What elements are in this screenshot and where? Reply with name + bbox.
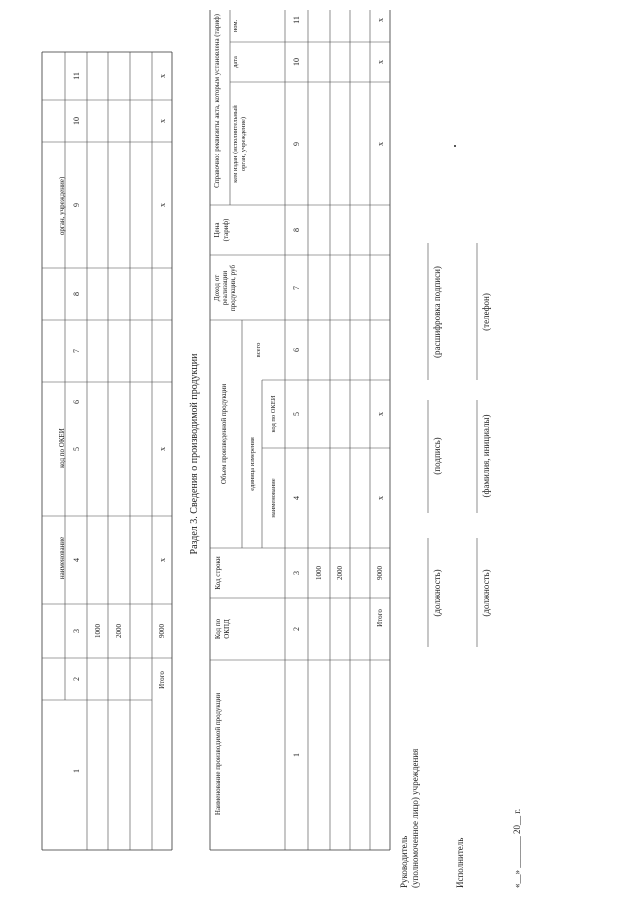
date-line: «__» _______ 20__ г. (512, 808, 522, 888)
bottom-hdr-row: Код строки (214, 556, 222, 590)
head-signature-caption: (подпись) (432, 437, 442, 475)
bottom-col-4: 4 (292, 496, 301, 500)
bottom-x-4: х (376, 496, 385, 500)
top-col-1: 1 (72, 769, 81, 773)
top-x-4: х (158, 558, 167, 562)
bottom-hdr-unit-name: наименование (270, 478, 277, 518)
top-col-3: 3 (72, 629, 81, 633)
bottom-hdr-income-1: Доход от (213, 274, 221, 302)
bottom-hdr-volume: Объем произведенной продукции (220, 383, 228, 485)
bottom-x-5: х (376, 412, 385, 416)
bottom-col-8: 8 (292, 228, 301, 232)
top-x-10: х (158, 119, 167, 123)
head-label-1: Руководитель (399, 835, 409, 888)
top-itogo: Итого (158, 671, 166, 689)
exec-position-caption: (должность) (481, 569, 491, 617)
exec-phone-caption: (телефон) (481, 293, 491, 331)
bottom-hdr-name: Наименование производимой продукции (214, 692, 222, 816)
top-col-6: 6 (72, 400, 81, 404)
bottom-code-9000: 9000 (376, 566, 384, 580)
top-x-5: х (158, 447, 167, 451)
dot-mark (454, 145, 456, 147)
bottom-hdr-num: ном. (232, 19, 239, 33)
bottom-hdr-ref: Справочно: реквизиты акта, которым установлена (тариф) (213, 14, 221, 188)
section-title: Раздел 3. Сведения о производимой продукции (189, 353, 200, 555)
bottom-hdr-price-1: Цена (213, 222, 221, 238)
bottom-col-7: 7 (292, 286, 301, 290)
top-hdr-name: наименование (58, 536, 66, 580)
top-col-5: 5 (72, 447, 81, 451)
bottom-hdr-issuer-1: кем издан (исполнительный (232, 105, 239, 183)
top-code-1000: 1000 (94, 624, 102, 638)
bottom-col-5: 5 (292, 412, 301, 416)
executor-label: Исполнитель (455, 837, 465, 888)
bottom-hdr-okpd-2: ОКПД (223, 619, 231, 639)
bottom-hdr-income-3: продукции, руб (229, 264, 237, 312)
bottom-hdr-date: дата (232, 56, 239, 68)
top-code-9000: 9000 (158, 624, 166, 638)
top-code-2000: 2000 (115, 624, 123, 638)
bottom-col-9: 9 (292, 142, 301, 146)
top-x-11: х (158, 74, 167, 78)
bottom-col-10: 10 (292, 58, 301, 66)
top-x-9: х (158, 203, 167, 207)
bottom-col-1: 1 (292, 753, 301, 757)
top-hdr-organ: орган, учреждение) (58, 176, 66, 236)
bottom-hdr-income-2: реализации (221, 270, 229, 306)
bottom-col-11: 11 (292, 16, 301, 24)
top-hdr-okpd: код по ОКЕИ (58, 428, 66, 468)
bottom-x-10: х (376, 60, 385, 64)
bottom-col-6: 6 (292, 348, 301, 352)
top-col-2: 2 (72, 677, 81, 681)
bottom-code-2000: 2000 (336, 566, 344, 580)
head-label-2: (уполномоченное лицо) учреждения (410, 748, 420, 888)
bottom-col-3: 3 (292, 571, 301, 575)
bottom-hdr-price-2: (тариф) (222, 218, 230, 242)
head-decoding-caption: (расшифровка подписи) (432, 266, 442, 358)
bottom-itogo: Итого (376, 609, 384, 627)
bottom-x-11: х (376, 18, 385, 22)
bottom-x-9: х (376, 142, 385, 146)
bottom-code-1000: 1000 (315, 566, 323, 580)
head-position-caption: (должность) (432, 569, 442, 617)
top-col-9: 9 (72, 203, 81, 207)
top-col-10: 10 (72, 117, 81, 125)
top-col-11: 11 (72, 72, 81, 80)
bottom-hdr-total: всего (255, 342, 262, 358)
bottom-col-2: 2 (292, 627, 301, 631)
bottom-hdr-unit-okei: код по ОКЕИ (270, 395, 277, 433)
exec-fio-caption: (фамилия, инициалы) (481, 414, 491, 498)
bottom-hdr-issuer-2: орган, учреждение) (240, 116, 247, 172)
top-col-4: 4 (72, 558, 81, 562)
top-col-7: 7 (72, 349, 81, 353)
top-col-8: 8 (72, 292, 81, 296)
bottom-hdr-okpd-1: Код по (214, 618, 222, 640)
bottom-hdr-unit: единица измерения (249, 437, 256, 491)
